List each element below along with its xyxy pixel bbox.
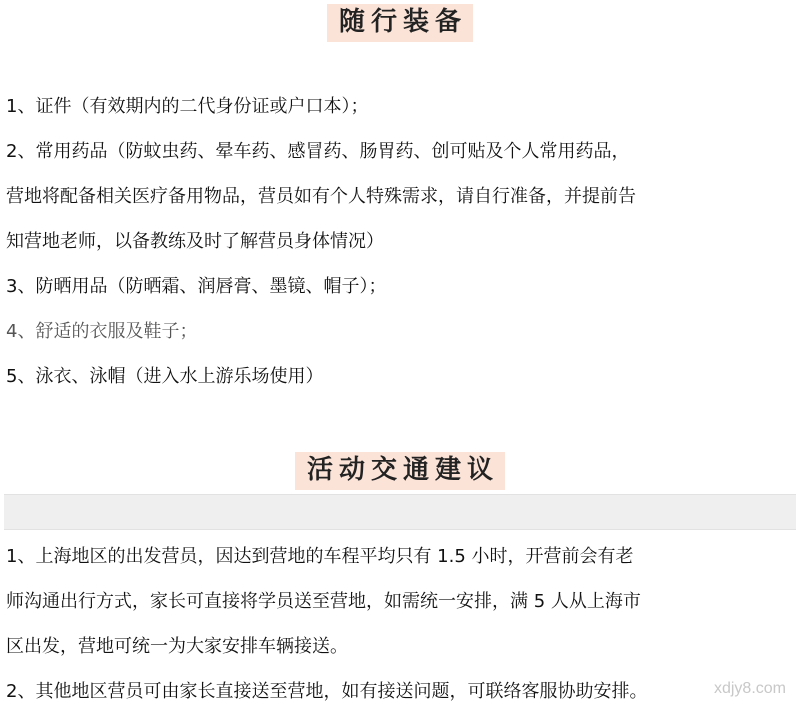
list-item: 3、防晒用品（防晒霜、润唇膏、墨镜、帽子）； (6, 276, 387, 297)
section-title-text: 随行装备 (327, 4, 473, 42)
divider-band (4, 494, 796, 530)
list-item: 2、常用药品（防蚊虫药、晕车药、感冒药、肠胃药、创可贴及个人常用药品， (6, 141, 630, 162)
list-item: 营地将配备相关医疗备用物品，营员如有个人特殊需求，请自行准备，并提前告 (6, 186, 636, 207)
list-item: 区出发，营地可统一为大家安排车辆接送。 (6, 636, 348, 657)
section-title-equipment (0, 4, 800, 42)
list-item: 4、舒适的衣服及鞋子； (6, 321, 198, 342)
equipment-list (6, 84, 796, 399)
list-item: 1、上海地区的出发营员，因达到营地的车程平均只有 1.5 小时，开营前会有老 (6, 546, 634, 567)
list-item: 2、其他地区营员可由家长直接送至营地，如有接送问题，可联络客服协助安排。 (6, 681, 648, 702)
list-item: 知营地老师，以备教练及时了解营员身体情况） (6, 231, 384, 252)
watermark: xdjy8.com (713, 680, 786, 697)
list-item: 5、泳衣、泳帽（进入水上游乐场使用） (6, 366, 324, 387)
list-item: 师沟通出行方式，家长可直接将学员送至营地，如需统一安排，满 5 人从上海市 (6, 591, 641, 612)
section-title-transport (0, 452, 800, 490)
section-title-text: 活动交通建议 (295, 452, 505, 490)
list-item: 1、证件（有效期内的二代身份证或户口本）； (6, 96, 369, 117)
transport-list (6, 534, 796, 714)
